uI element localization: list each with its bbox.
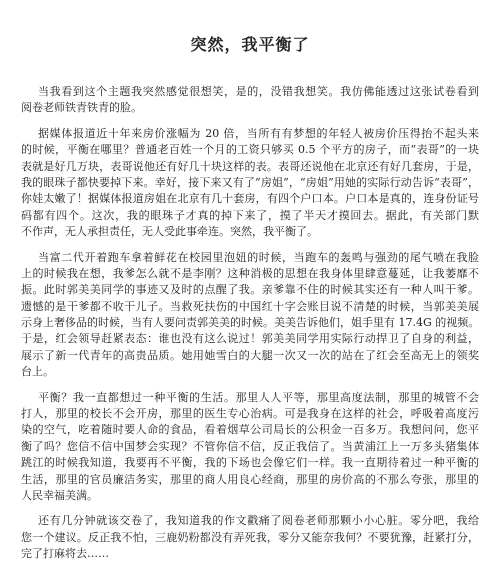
text-line: 你娃太嫩了！据媒体报道房姐在北京有几十套房，有四个户口本。户口本是真的，连身份证号 [21,192,479,206]
text-line: 完了打麻将去…… [21,547,109,561]
text-line: 展示了新一代青年的高贵品质。她用她雪白的大腿一次又一次的站在了红会至高无上的领奖 [21,348,479,362]
text-line: 据媒体报道近十年来房价涨幅为 20 倍，当所有有梦想的年轻人被房价压得抬不起头来 [38,126,479,140]
paragraph-5 [21,513,479,562]
text-line: 平衡？我一直都想过一种平衡的生活。那里人人平等，那里高度法制，那里的城管不会 [38,390,479,404]
text-line: 表就是好几万块，表哥说他还有好几十块这样的表。表哥还说他在北京还有好几套房，于是， [21,159,479,173]
text-line: 阅卷老师铁青铁青的脸。 [21,101,142,115]
text-line: 示身上奢侈品的时候，当有人要问责郭美美的时候。美美告诉他们，姐手里有 17.4G 的视频。 [21,316,479,330]
text-line: 上的时候我在想，我爹怎么就不是李刚？这种消极的思想在我身体里肆意蔓延，让我萎靡不 [21,266,479,280]
text-line: 打人，那里的校长不会开房，那里的医生专心治病。可是我身在这样的社会，呼吸着高度污 [21,407,479,421]
paragraph-4 [21,390,479,505]
text-line: 振。此时郭美美同学的事迹又及时的点醒了我。亲爹靠不住的时候其实还有一种人叫干爹。 [21,283,479,297]
essay-body [21,84,479,563]
text-line: 染的空气，吃着随时要人命的食品，看着烟草公司局长的公积金一百多万。我想问问，您平 [21,423,479,437]
text-line: 人民幸福美满。 [21,488,98,502]
text-line: 当我看到这个主题我突然感觉很想笑，是的，没错我想笑。我仿佛能透过这张试卷看到 [38,85,479,98]
text-line: 于是，红会领导赶紧表态：谁也没有这么说过！郭美美同学用实际行动捍卫了自身的利益， [21,332,479,346]
text-line: 不作声，无人承担责任，无人受此事牵连。突然，我平衡了。 [21,225,318,239]
text-line: 我的眼珠子都快要掉下来。幸好，接下来又有了“房姐”，“房姐”用她的实际行动告诉“表哥”， [21,175,479,189]
text-line: 的时候，平衡在哪里？普通老百姓一个月的工资只够买 0.5 个平方的房子，而“表哥”的一块 [21,143,479,157]
text-line: 衡了吗？您信不信中国梦会实现？不管你信不信，反正我信了。当黄浦江上一万多头猪集体 [21,439,479,453]
text-line: 当富二代开着跑车拿着鲜花在校园里泡妞的时候，当跑车的轰鸣与强劲的尾气喷在我脸 [38,250,479,264]
text-line: 台上。 [21,365,54,379]
paragraph-2 [21,126,479,241]
text-line: 生活，那里的官员廉洁务实，那里的商人用良心经商，那里的房价高的不那么夸张，那里的 [21,472,479,486]
text-line: 您一个建议。反正我不怕，三鹿奶粉都没有弄死我，零分又能奈我何？不要犹豫，赶紧打分， [21,530,479,544]
text-line: 还有几分钟就该交卷了，我知道我的作文戳痛了阅卷老师那颗小小心脏。零分吧，我给 [38,514,479,528]
text-line: 码都有四个。这次，我的眼珠子才真的掉下来了，摸了半天才摸回去。据此，有关部门默 [21,208,479,222]
text-line: 遗憾的是干爹都不收干儿子。当救死扶伤的中国红十字会账目说不清楚的时候，当郭美美展 [21,299,479,313]
paragraph-1 [21,84,479,117]
paragraph-3 [21,250,479,381]
text-line: 跳江的时候我知道，我要再不平衡，我的下场也会像它们一样。我一直期待着过一种平衡的 [21,456,479,470]
essay-title: 突然，我平衡了 [190,35,310,54]
